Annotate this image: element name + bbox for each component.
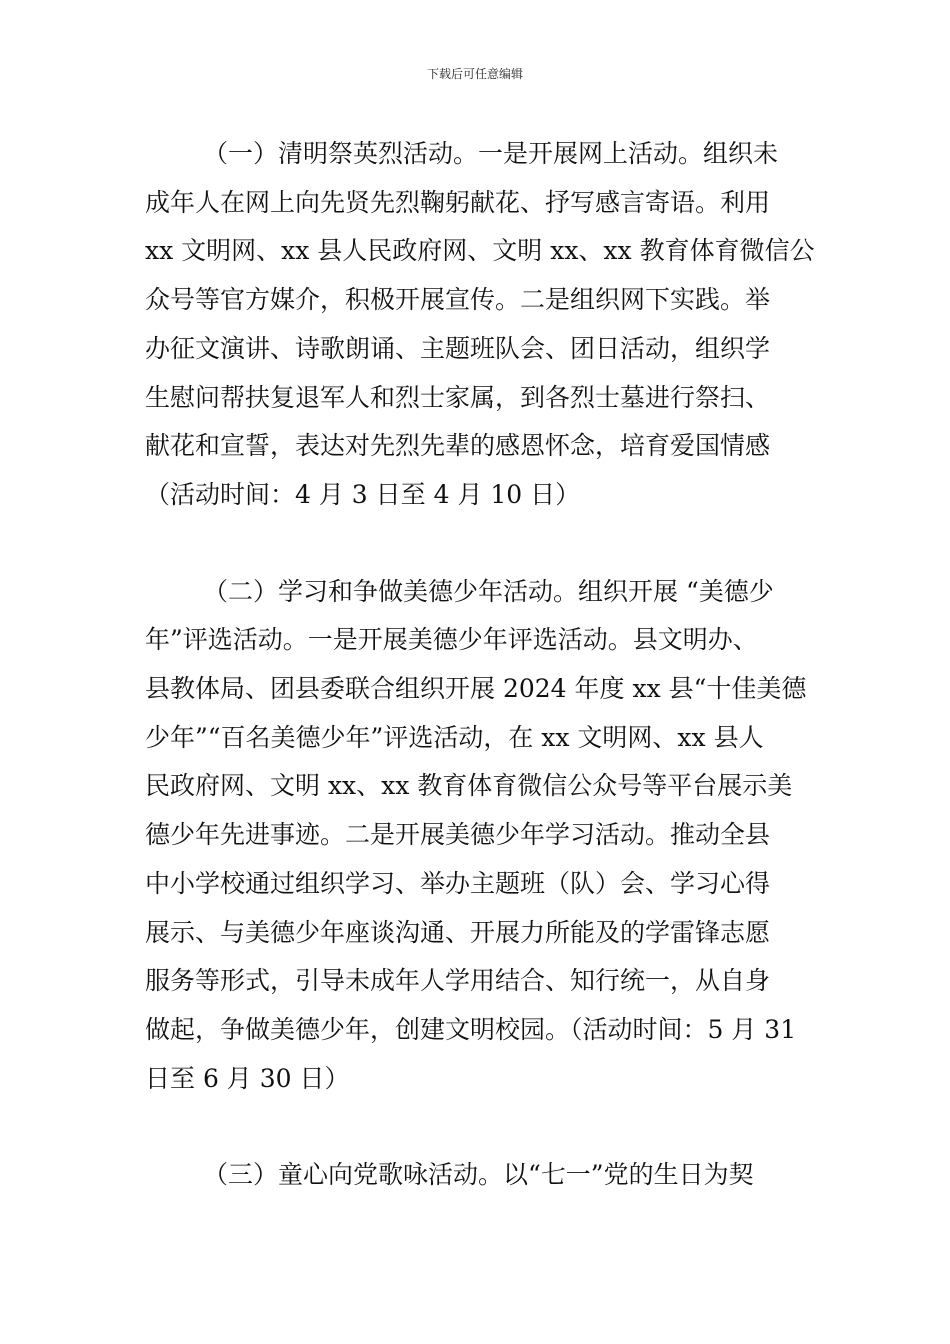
text-line: 中小学校通过组织学习、举办主题班（队）会、学习心得 — [145, 868, 771, 898]
text-line: 献花和宣誓，表达对先烈先辈的感恩怀念，培育爱国情感 — [145, 431, 771, 461]
text-line: 民政府网、文明 xx、xx 教育体育微信公众号等平台展示美 — [145, 771, 793, 801]
document-body — [145, 130, 815, 1200]
text-line: （三）童心向党歌咏活动。以“七一”党的生日为契 — [203, 1160, 754, 1190]
text-line: 生慰问帮扶复退军人和烈士家属，到各烈士墓进行祭扫、 — [145, 382, 771, 412]
text-line: 做起，争做美德少年，创建文明校园。（活动时间：5 月 31 — [145, 1014, 797, 1044]
text-line: 成年人在网上向先贤先烈鞠躬献花、抒写感言寄语。利用 — [145, 187, 771, 217]
text-line: （活动时间：4 月 3 日至 4 月 10 日） — [145, 479, 581, 509]
page-header: 下载后可任意编辑 — [426, 67, 523, 81]
text-line: 办征文演讲、诗歌朗诵、主题班队会、团日活动，组织学 — [145, 333, 771, 363]
paragraph-2 — [145, 568, 809, 1104]
text-line: （一）清明祭英烈活动。一是开展网上活动。组织未 — [203, 139, 779, 168]
text-line: 日至 6 月 30 日） — [145, 1063, 350, 1093]
text-line: 县教体局、团县委联合组织开展 2024 年度 xx 县“十佳美德 — [145, 674, 807, 704]
text-line: 少年”“百名美德少年”评选活动，在 xx 文明网、xx 县人 — [145, 722, 764, 752]
paragraph-1 — [145, 130, 815, 520]
text-line: 年”评选活动。一是开展美德少年评选活动。县文明办、 — [145, 625, 758, 655]
text-line: 展示、与美德少年座谈沟通、开展力所能及的学雷锋志愿 — [145, 917, 771, 947]
paragraph-spacer — [145, 1103, 809, 1151]
text-line: 德少年先进事迹。二是开展美德少年学习活动。推动全县 — [145, 820, 771, 850]
text-line: 众号等官方媒介，积极开展宣传。二是组织网下实践。举 — [145, 285, 771, 315]
paragraph-3 — [145, 1151, 809, 1200]
paragraph-spacer — [145, 520, 809, 568]
text-line: 服务等形式，引导未成年人学用结合、知行统一，从自身 — [145, 966, 771, 996]
text-line: xx 文明网、xx 县人民政府网、文明 xx、xx 教育体育微信公 — [145, 236, 815, 266]
text-line: （二）学习和争做美德少年活动。组织开展 “美德少 — [203, 576, 774, 606]
